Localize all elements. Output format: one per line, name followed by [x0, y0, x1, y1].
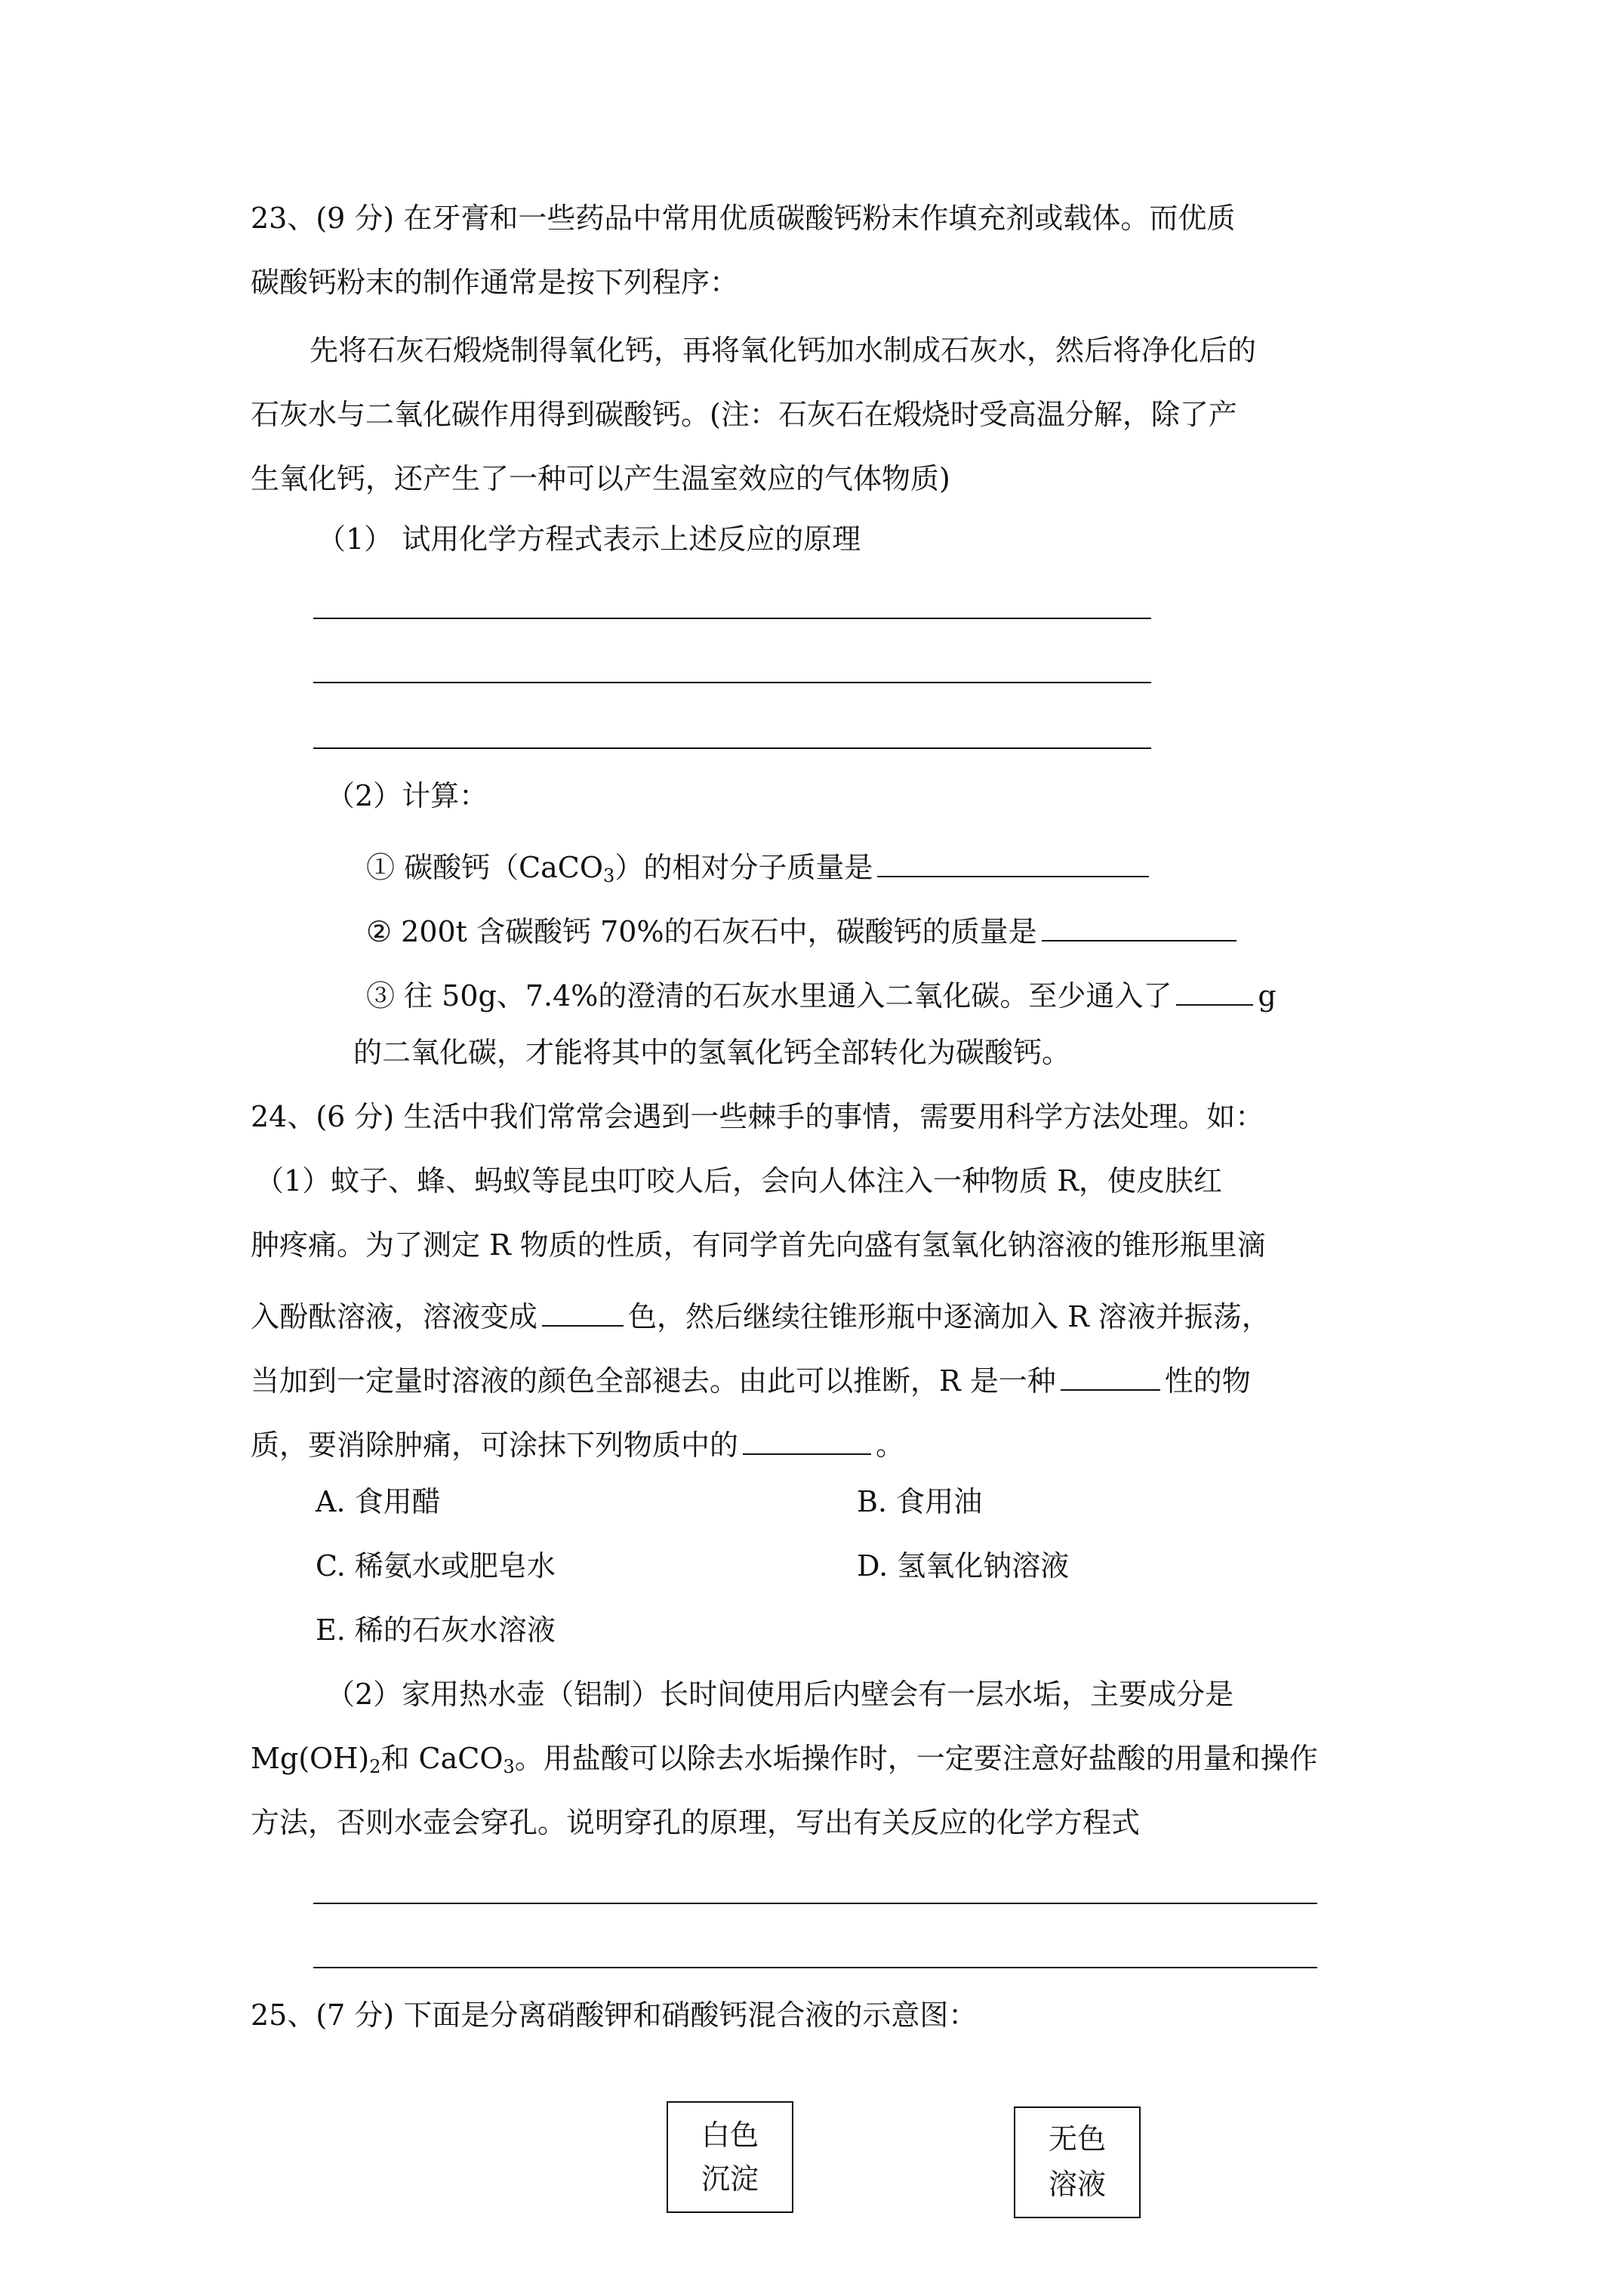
- diagram-box-precipitate: [667, 2101, 793, 2213]
- diagram-box-solution: [1014, 2106, 1141, 2218]
- calc3-unit: g: [1258, 978, 1277, 1012]
- answer-line[interactable]: [313, 682, 1151, 683]
- q24-line5-text-a: 质，要消除肿痛，可涂抹下列物质中的: [251, 1428, 739, 1462]
- q24-line3-text-b: 色，然后继续往锥形瓶中逐滴加入 R 溶液并振荡，: [628, 1299, 1270, 1333]
- q24-line3-text-a: 入酚酞溶液，溶液变成: [251, 1299, 538, 1333]
- q23-part2-heading: （2）计算：: [326, 779, 488, 812]
- q23-desc-line2: 石灰水与二氧化碳作用得到碳酸钙。(注：石灰石在煅烧时受高温分解，除了产: [251, 398, 1237, 431]
- answer-line[interactable]: [313, 618, 1151, 619]
- calc2-text: ② 200t 含碳酸钙 70%的石灰石中，碳酸钙的质量是: [366, 914, 1037, 948]
- q23-calc-2: [366, 910, 1241, 946]
- q24-part2-line1: （2）家用热水壶（铝制）长时间使用后内壁会有一层水垢，主要成分是: [326, 1678, 1234, 1711]
- calc2-blank[interactable]: [1042, 910, 1236, 942]
- option-c: C. 稀氨水或肥皂水: [316, 1549, 556, 1583]
- q24-line5-text-b: 。: [876, 1428, 905, 1462]
- q24-part2-line2: [251, 1744, 1318, 1776]
- q24-line4-text-a: 当加到一定量时溶液的颜色全部褪去。由此可以推断，R 是一种: [251, 1364, 1056, 1398]
- subscript-3: 3: [503, 1756, 515, 1777]
- subscript-2: 2: [369, 1756, 381, 1777]
- q23-calc-3: [366, 974, 1277, 1010]
- calc3-text-a: ③ 往 50g、7.4%的澄清的石灰水里通入二氧化碳。至少通入了: [366, 978, 1172, 1012]
- q24-part1-line1: （1）蚊子、蜂、蚂蚁等昆虫叮咬人后，会向人体注入一种物质 R，使皮肤红: [255, 1164, 1222, 1197]
- box2-line2: 溶液: [1048, 2168, 1106, 2201]
- q24-part1-line4: [251, 1359, 1251, 1398]
- q23-desc-line1: 先将石灰石煅烧制得氧化钙，再将氧化钙加水制成石灰水，然后将净化后的: [310, 334, 1257, 367]
- option-d: D. 氢氧化钠溶液: [857, 1549, 1070, 1583]
- q23-calc-1: [366, 846, 1153, 885]
- q23-intro-line1: 23、(9 分) 在牙膏和一些药品中常用优质碳酸钙粉末作填充剂或载体。而优质: [251, 202, 1236, 235]
- color-blank[interactable]: [542, 1295, 624, 1327]
- q24-intro: 24、(6 分) 生活中我们常常会遇到一些棘手的事情，需要用科学方法处理。如：: [251, 1100, 1264, 1133]
- q24-line4-text-b: 性的物: [1164, 1364, 1251, 1398]
- q23-calc-3-line2: 的二氧化碳，才能将其中的氢氧化钙全部转化为碳酸钙。: [353, 1036, 1071, 1069]
- box1-line1: 白色: [701, 2119, 759, 2152]
- box1-line2: 沉淀: [701, 2162, 759, 2196]
- box2-line1: 无色: [1048, 2122, 1106, 2156]
- choice-blank[interactable]: [743, 1423, 871, 1455]
- calc1-text-a: ① 碳酸钙（CaCO: [366, 850, 604, 884]
- calc1-subscript: 3: [603, 864, 615, 886]
- property-blank[interactable]: [1061, 1359, 1160, 1391]
- answer-line[interactable]: [313, 1903, 1317, 1904]
- q23-part1-prompt: （1） 试用化学方程式表示上述反应的原理: [317, 522, 861, 556]
- option-b: B. 食用油: [857, 1485, 983, 1518]
- q23-desc-line3: 生氧化钙，还产生了一种可以产生温室效应的气体物质): [251, 462, 950, 495]
- option-e: E. 稀的石灰水溶液: [316, 1613, 556, 1647]
- q24-part1-line2: 肿疼痛。为了测定 R 物质的性质，有同学首先向盛有氢氧化钠溶液的锥形瓶里滴: [251, 1228, 1266, 1262]
- answer-line[interactable]: [313, 747, 1151, 749]
- q25-intro: 25、(7 分) 下面是分离硝酸钾和硝酸钙混合液的示意图：: [251, 1999, 978, 2032]
- calc3-blank[interactable]: [1176, 974, 1253, 1006]
- calc1-text-b: ）的相对分子质量是: [614, 850, 873, 884]
- answer-line[interactable]: [313, 1967, 1317, 1968]
- q24-part1-line5: [251, 1423, 905, 1462]
- calc1-blank[interactable]: [877, 846, 1149, 877]
- option-a: A. 食用醋: [316, 1485, 441, 1518]
- caco-text: 和 CaCO: [380, 1742, 504, 1775]
- q24-part2-line3: 方法，否则水壶会穿孔。说明穿孔的原理，写出有关反应的化学方程式: [251, 1806, 1141, 1839]
- q24-line-rest: 。用盐酸可以除去水垢操作时，一定要注意好盐酸的用量和操作: [514, 1742, 1318, 1775]
- q24-part1-line3: [251, 1295, 1270, 1331]
- q23-intro-line2: 碳酸钙粉末的制作通常是按下列程序：: [251, 266, 739, 299]
- mg-oh-text: Mg(OH): [251, 1742, 370, 1775]
